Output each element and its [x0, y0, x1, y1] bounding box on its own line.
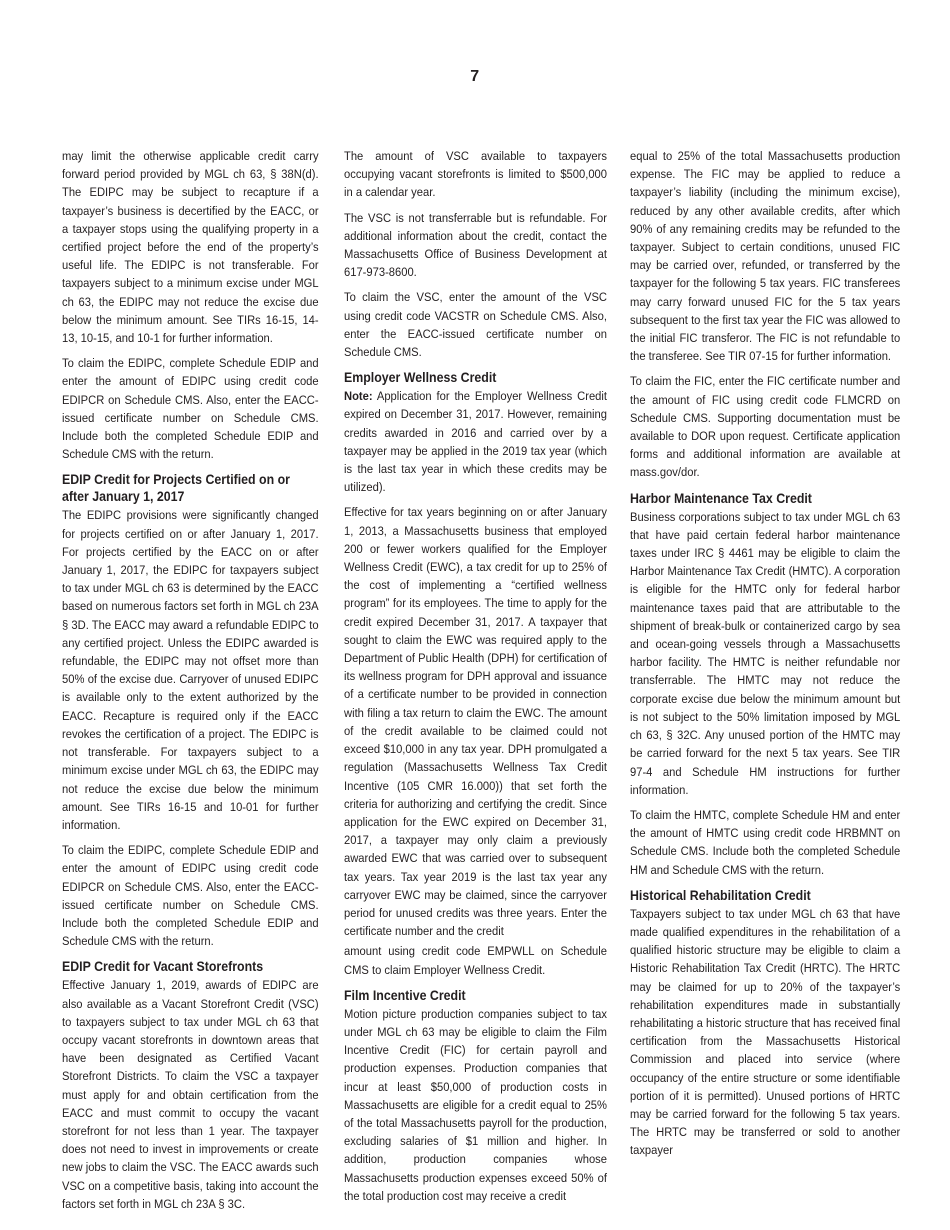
paragraph: equal to 25% of the total Massachusetts production expense. The FIC may be applied to reduce a taxpayer’s liability (including the minimum excise), reduced by any other available credits, after which 90% of any remaining credits may be refunded to the taxpayer. Subject to certain conditions, unused FIC may be carried over, refunded, or transferred by the taxpayer for the following 5 tax years. FIC transferees may carry forward unused FIC for the 5 tax years subsequent to the first tax year the FIC was allowed to the initial FIC transferor. The FIC is not refundable to the transferee. See TIR 07-15 for further information.	[630, 149, 901, 364]
paragraph: The EDIPC provisions were significantly changed for projects certified on or after January 1, 2017. For projects certified by the EACC on or after January 1, 2017, the EDIPC for taxpayers subject to tax under MGL ch 63 is determined by the EACC based on numerous factors set forth in MGL ch 23A § 3D. The EACC may award a refundable EDIPC to any certified project. Unless the EDIPC awarded is refundable, the EDIPC may not offset more than 50% of the excise due. Carryover of unused EDIPC is available only to the extent authorized by the EACC. Recapture is required only if the EACC revokes the certification of a project. The EDIPC is not transferable. For taxpayers subject to a minimum excise under MGL ch 63, the EDIPC may not reduce the excise due below the minimum amount. See TIRs 16-15 and 10-01 for further information.	[62, 508, 319, 832]
note-label: Note:	[344, 389, 373, 404]
section-heading: EDIP Credit for Vacant Storefronts	[62, 959, 264, 975]
text-column-left	[62, 147, 319, 1220]
section-heading: EDIP Credit for Projects Certified on or after January 1, 2017	[62, 472, 290, 505]
text-column-right	[630, 147, 900, 1167]
paragraph: Taxpayers subject to tax under MGL ch 63 that have made qualified expenditures in the rehabilitation of a qualified historic structure may be eligible to claim a Historic Rehabilitation Tax Credit (HRTC). The HRTC may be claimed for up to 20% of the taxpayer’s rehabilitation expenditures made in substantially rehabilitating a historic structure that has received final certification from the Massachusetts Historical Commission and placed into service (where occupancy of the entire structure or some identifiable portion of it is permitted). Unused portions of HRTC may be carried forward for the following 5 tax years. The HRTC may be transferred or sold to another taxpayer	[630, 906, 901, 1158]
section-heading: Employer Wellness Credit	[344, 370, 497, 386]
note-text: Application for the Employer Wellness Credit expired on December 31, 2017. However, remaining credits awarded in 2016 and carried over by a taxpayer may be applied in the 2019 tax year (which is the last tax year in which these credits may be utilized).	[344, 389, 607, 495]
text-column-middle	[344, 147, 607, 1212]
paragraph: Business corporations subject to tax under MGL ch 63 that have paid certain federal harbor maintenance taxes under IRC § 4461 may be eligible to claim the Harbor Maintenance Tax Credit (HMTC). A corporation is eligible for the HMTC only for federal harbor maintenance taxes paid that are attributable to the shipment of break-bulk or containerized cargo by sea and ocean-going vessels through a Massachusetts harbor facility. The HMTC is neither refundable nor transferrable. The HMTC may not reduce the corporate excise due below the minimum amount but is not subject to the 50% limitation imposed by MGL ch 63, § 32C. Any unused portion of the HMTC may be carried forward for the next 5 tax years. See TIR 97-4 and Schedule HM instructions for further information.	[630, 509, 901, 797]
paragraph: The VSC is not transferrable but is refundable. For additional information about the credit, contact the Massachusetts Office of Business Development at 617-973-8600.	[344, 210, 607, 280]
paragraph: To claim the EDIPC, complete Schedule EDIP and enter the amount of EDIPC using credit code EDIPCR on Schedule CMS. Also, enter the EACC-issued certificate number on Schedule CMS. Include both the completed Schedule EDIP and Schedule CMS with the return.	[62, 356, 319, 462]
section-heading: Harbor Maintenance Tax Credit	[630, 490, 812, 506]
paragraph: Effective January 1, 2019, awards of EDIPC are also available as a Vacant Storefront Credit (VSC) to taxpayers subject to tax under MGL ch 63 that occupy vacant storefronts in downtown areas that have been designated as Certified Vacant Storefront Districts. To claim the VSC a taxpayer must apply for and obtain certification from the EACC and must commit to occupy the vacant storefront for not less than 1 year. The taxpayer does not need to invest in improvements or create new jobs to claim the VSC. The EACC awards such VSC on a competitive basis, taking into account the factors set forth in MGL ch 23A § 3C.	[62, 978, 319, 1211]
page-number: 7	[470, 68, 480, 85]
paragraph: To claim the EDIPC, complete Schedule EDIP and enter the amount of EDIPC using credit code EDIPCR on Schedule CMS. Also, enter the EACC-issued certificate number on Schedule CMS. Include both the completed Schedule EDIP and Schedule CMS with the return.	[62, 843, 319, 949]
paragraph: amount using credit code EMPWLL on Schedule CMS to claim Employer Wellness Credit.	[344, 944, 607, 977]
paragraph: Motion picture production companies subject to tax under MGL ch 63 may be eligible to claim the Film Incentive Credit (FIC) for certain payroll and production expenses. Production companies that incur at least $50,000 of production costs in Massachusetts are eligible for a credit equal to 25% of the total Massachusetts payroll for the production, excluding salaries of $1 million and higher. In addition, production companies whose Massachusetts production expenses exceed 50% of the total production cost may receive a credit	[344, 1006, 607, 1203]
note-paragraph	[344, 387, 607, 496]
paragraph: To claim the FIC, enter the FIC certificate number and the amount of FIC using credit code FLMCRD on Schedule CMS. Supporting documentation must be available to DOR upon request. Certificate application forms and additional information are available at mass.gov/dor.	[630, 374, 901, 480]
paragraph: To claim the VSC, enter the amount of the VSC using credit code VACSTR on Schedule CMS. Also, enter the EACC-issued certificate number on Schedule CMS.	[344, 290, 607, 360]
paragraph: may limit the otherwise applicable credit carry forward period provided by MGL ch 63, § 38N(d). The EDIPC may be subject to recapture if a taxpayer’s business is decertified by the EACC, or a taxpayer stops using the qualifying property in a certified project before the end of the property’s useful life. The EDIPC is not transferable. For taxpayers subject to a minimum excise under MGL ch 63, the EDIPC may not reduce the excise due below the minimum amount. See TIRs 16-15, 14-13, 10-15, and 10-1 for further information.	[62, 149, 319, 346]
paragraph: To claim the HMTC, complete Schedule HM and enter the amount of HMTC using credit code HRBMNT on Schedule CMS. Include both the completed Schedule HM and Schedule CMS with the return.	[630, 807, 901, 877]
paragraph: Effective for tax years beginning on or after January 1, 2013, a Massachusetts business that employed 200 or fewer workers qualified for the Employer Wellness Credit (EWC), a tax credit for up to 25% of the cost of implementing a “certified wellness program” for its employees. The time to apply for the credit expired December 31, 2017. A taxpayer that sought to claim the EWC was required apply to the Department of Public Health (DPH) for certification of its wellness program for DPH approval and issuance of a certificate number to be provided in connection with filing a tax return to claim the EWC. The amount of the credit available to be claimed could not exceed $10,000 in any tax year. DPH promulgated a regulation (Massachusetts Wellness Tax Credit Incentive (105 CMR 16.000)) that set forth the criteria for authorizing and certifying the credit. Since application for the EWC expired on December 31, 2017, a taxpayer may only claim a previously awarded EWC that was carried over to subsequent tax years. Tax year 2019 is the last tax year any carryover EWC may be claimed, since the carryover period for unused credits was three years. Enter the certificate number and the credit	[344, 505, 607, 939]
section-heading: Film Incentive Credit	[344, 987, 466, 1003]
paragraph: The amount of VSC available to taxpayers occupying vacant storefronts is limited to $500,000 in a calendar year.	[344, 149, 607, 200]
section-heading: Historical Rehabilitation Credit	[630, 887, 811, 903]
